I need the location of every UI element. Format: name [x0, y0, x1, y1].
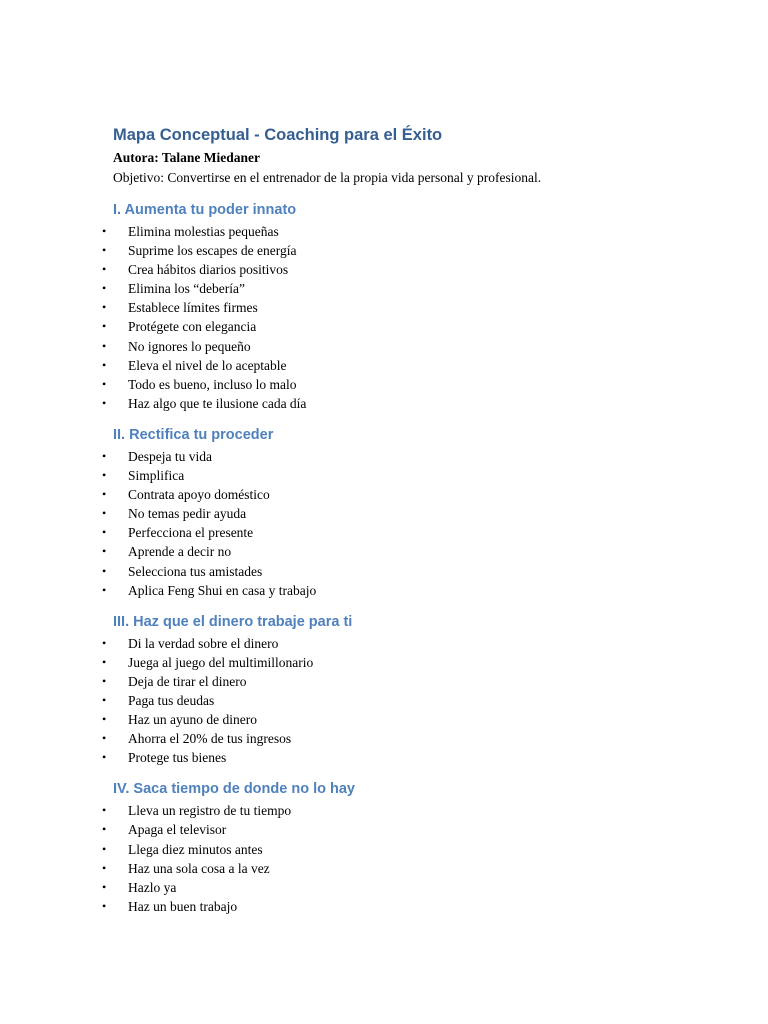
- list-item: [102, 241, 713, 260]
- list-item: [102, 691, 713, 710]
- list-item-text: Despeja tu vida: [128, 448, 212, 464]
- list-item-text: Llega diez minutos antes: [128, 841, 263, 857]
- section-1: [102, 198, 713, 413]
- bullet-icon: •: [102, 731, 107, 746]
- section-3: [102, 610, 713, 768]
- bullet-icon: •: [102, 822, 107, 837]
- list-item: [102, 523, 713, 542]
- bullet-icon: •: [102, 262, 107, 277]
- section-4: [102, 777, 713, 916]
- bullet-icon: •: [102, 898, 107, 913]
- bullet-icon: •: [102, 692, 107, 707]
- list-item: [102, 356, 713, 375]
- list-item: [102, 672, 713, 691]
- list-item: [102, 298, 713, 317]
- bullet-icon: •: [102, 860, 107, 875]
- bullet-list: [102, 801, 713, 916]
- list-item: [102, 859, 713, 878]
- section-heading: III. Haz que el dinero trabaje para ti: [113, 613, 353, 630]
- list-item: [102, 710, 713, 729]
- list-item-text: Paga tus deudas: [128, 692, 215, 708]
- bullet-icon: •: [102, 841, 107, 856]
- list-item: [102, 748, 713, 767]
- bullet-icon: •: [102, 750, 107, 765]
- bullet-icon: •: [102, 395, 107, 410]
- list-item-text: Haz algo que te ilusione cada día: [128, 395, 307, 411]
- list-item-text: Di la verdad sobre el dinero: [128, 635, 279, 651]
- list-item-text: Perfecciona el presente: [128, 525, 254, 541]
- list-item: [102, 485, 713, 504]
- list-item: [102, 317, 713, 336]
- section-heading: IV. Saca tiempo de donde no lo hay: [113, 781, 355, 798]
- list-item-text: Suprime los escapes de energía: [128, 243, 297, 259]
- list-item: [102, 260, 713, 279]
- list-item: [102, 653, 713, 672]
- list-item-text: Hazlo ya: [128, 879, 177, 895]
- bullet-list: [102, 447, 713, 600]
- bullet-icon: •: [102, 803, 107, 818]
- bullet-icon: •: [102, 525, 107, 540]
- list-item-text: Protégete con elegancia: [128, 319, 257, 335]
- list-item-text: Aprende a decir no: [128, 544, 232, 560]
- list-item-text: Haz un buen trabajo: [128, 898, 238, 914]
- bullet-list: [102, 634, 713, 768]
- list-item-text: Simplifica: [128, 468, 185, 484]
- list-item: [102, 542, 713, 561]
- list-item-text: Deja de tirar el dinero: [128, 673, 247, 689]
- bullet-icon: •: [102, 582, 107, 597]
- list-item-text: Lleva un registro de tu tiempo: [128, 803, 292, 819]
- list-item-text: Establece límites firmes: [128, 300, 258, 316]
- list-item-text: Contrata apoyo doméstico: [128, 487, 270, 503]
- document-title: Mapa Conceptual - Coaching para el Éxito: [113, 126, 443, 144]
- list-item-text: Crea hábitos diarios positivos: [128, 262, 289, 278]
- bullet-icon: •: [102, 357, 107, 372]
- list-item-text: Selecciona tus amistades: [128, 563, 263, 579]
- list-item: [102, 840, 713, 859]
- list-item-text: Elimina los “debería”: [128, 281, 245, 297]
- list-item: [102, 279, 713, 298]
- bullet-icon: •: [102, 563, 107, 578]
- list-item: [102, 222, 713, 241]
- bullet-list: [102, 222, 713, 413]
- bullet-icon: •: [102, 468, 107, 483]
- list-item: [102, 466, 713, 485]
- document-page: [102, 122, 713, 916]
- bullet-icon: •: [102, 712, 107, 727]
- bullet-icon: •: [102, 635, 107, 650]
- sections-container: [102, 198, 713, 916]
- bullet-icon: •: [102, 448, 107, 463]
- list-item: [102, 562, 713, 581]
- bullet-icon: •: [102, 338, 107, 353]
- list-item-text: Juega al juego del multimillonario: [128, 654, 314, 670]
- bullet-icon: •: [102, 319, 107, 334]
- list-item: [102, 897, 713, 916]
- list-item: [102, 504, 713, 523]
- bullet-icon: •: [102, 224, 107, 238]
- list-item: [102, 820, 713, 839]
- bullet-icon: •: [102, 376, 107, 391]
- section-heading: II. Rectifica tu proceder: [113, 426, 274, 443]
- list-item: [102, 801, 713, 820]
- bullet-icon: •: [102, 506, 107, 521]
- bullet-icon: •: [102, 544, 107, 559]
- list-item-text: Aplica Feng Shui en casa y trabajo: [128, 582, 317, 598]
- list-item-text: Ahorra el 20% de tus ingresos: [128, 731, 292, 747]
- list-item: [102, 729, 713, 748]
- bullet-icon: •: [102, 673, 107, 688]
- list-item-text: Todo es bueno, incluso lo malo: [128, 376, 297, 392]
- list-item: [102, 878, 713, 897]
- list-item-text: Apaga el televisor: [128, 822, 227, 838]
- bullet-icon: •: [102, 300, 107, 315]
- list-item-text: No ignores lo pequeño: [128, 338, 251, 354]
- bullet-icon: •: [102, 654, 107, 669]
- bullet-icon: •: [102, 487, 107, 502]
- bullet-icon: •: [102, 281, 107, 296]
- list-item: [102, 394, 713, 413]
- bullet-icon: •: [102, 879, 107, 894]
- list-item-text: Elimina molestias pequeñas: [128, 224, 279, 239]
- list-item: [102, 375, 713, 394]
- list-item-text: Eleva el nivel de lo aceptable: [128, 357, 287, 373]
- list-item: [102, 337, 713, 356]
- objective-line: Objetivo: Convertirse en el entrenador de la propia vida personal y profesional.: [113, 170, 542, 185]
- list-item: [102, 581, 713, 600]
- author-line: Autora: Talane Miedaner: [113, 150, 260, 165]
- bullet-icon: •: [102, 243, 107, 258]
- list-item: [102, 634, 713, 653]
- list-item-text: No temas pedir ayuda: [128, 506, 247, 522]
- list-item-text: Protege tus bienes: [128, 750, 227, 766]
- list-item-text: Haz una sola cosa a la vez: [128, 860, 270, 876]
- section-heading: I. Aumenta tu poder innato: [113, 202, 297, 218]
- list-item: [102, 447, 713, 466]
- section-2: [102, 423, 713, 600]
- list-item-text: Haz un ayuno de dinero: [128, 712, 257, 728]
